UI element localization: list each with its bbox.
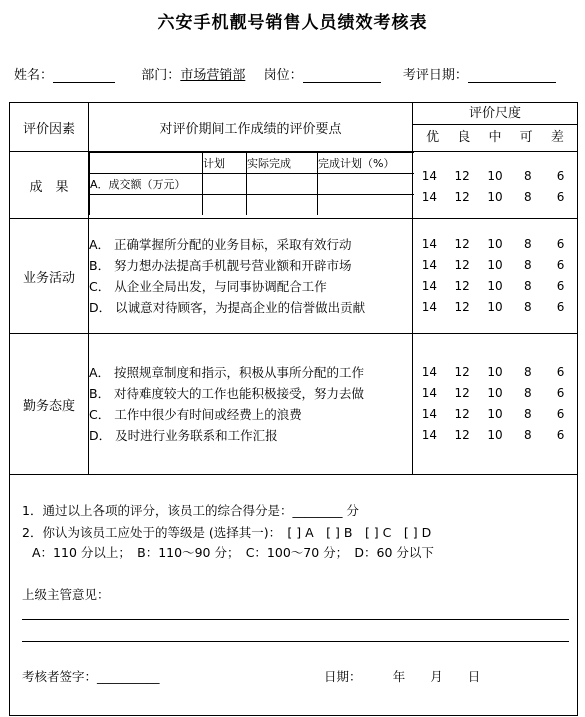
header-scale: 评价尺度 xyxy=(413,103,577,125)
score-value[interactable]: 12 xyxy=(454,407,470,421)
summary-section xyxy=(10,475,578,716)
factor-results: 成 果 xyxy=(10,152,89,219)
score-row xyxy=(413,425,577,446)
score-row xyxy=(413,404,577,425)
score-value[interactable]: 14 xyxy=(421,386,438,400)
score-value[interactable]: 10 xyxy=(487,386,503,400)
score-value[interactable]: 6 xyxy=(556,428,565,442)
position-label: 岗位： xyxy=(263,68,303,83)
score-value[interactable]: 10 xyxy=(487,237,503,251)
score-value[interactable]: 8 xyxy=(523,300,532,314)
opinion-line[interactable] xyxy=(22,641,569,642)
results-scores xyxy=(413,152,578,219)
score-value[interactable]: 12 xyxy=(454,190,470,204)
attitude-scores xyxy=(413,334,578,475)
score-value[interactable]: 10 xyxy=(487,258,503,272)
score-value[interactable]: 8 xyxy=(523,407,532,421)
score-row xyxy=(413,276,577,297)
score-value[interactable]: 12 xyxy=(454,428,470,442)
date-field[interactable] xyxy=(468,68,556,83)
criteria-item: D． 以诚意对待顾客，为提高企业的信誉做出贡献 xyxy=(89,300,366,315)
signer-field[interactable]: 考核者签字：__________ xyxy=(22,669,160,684)
grade-question: 2．你认为该员工应处于的等级是 (选择其一)： [ ] A [ ] B [ ] C [ ] D xyxy=(22,525,432,540)
score-row xyxy=(413,166,577,187)
score-value[interactable]: 6 xyxy=(556,365,565,379)
score-value[interactable]: 8 xyxy=(523,365,532,379)
page-title: 六安手机靓号销售人员绩效考核表 xyxy=(157,13,428,33)
score-value[interactable]: 14 xyxy=(421,279,438,293)
score-row xyxy=(413,297,577,318)
sign-date: 日期： 年 月 日 xyxy=(324,669,481,684)
score-value[interactable]: 8 xyxy=(523,237,532,251)
score-row xyxy=(413,187,577,208)
score-value[interactable]: 8 xyxy=(523,169,532,183)
score-value[interactable]: 6 xyxy=(556,237,565,251)
grade-good: 良 xyxy=(457,130,471,145)
position-field[interactable] xyxy=(303,68,381,83)
score-value[interactable]: 6 xyxy=(556,279,565,293)
score-value[interactable]: 6 xyxy=(556,190,565,204)
criteria-item: B． 努力想办法提高手机靓号营业额和开辟市场 xyxy=(89,258,352,273)
evaluation-table xyxy=(9,102,578,716)
sub-header-actual: 实际完成 xyxy=(247,153,318,174)
score-value[interactable]: 14 xyxy=(421,428,438,442)
percent-cell[interactable] xyxy=(318,174,414,195)
score-value[interactable]: 14 xyxy=(421,300,438,314)
results-subtable xyxy=(89,152,414,215)
criteria-item: B． 对待难度较大的工作也能积极接受，努力去做 xyxy=(89,386,365,401)
score-value[interactable]: 10 xyxy=(487,169,503,183)
score-value[interactable]: 14 xyxy=(421,258,438,272)
grade-fair: 可 xyxy=(519,130,533,145)
criteria-item: C． 从企业全局出发，与同事协调配合工作 xyxy=(89,279,327,294)
business-scores xyxy=(413,219,578,334)
grade-average: 中 xyxy=(488,130,502,145)
opinion-line[interactable] xyxy=(22,619,569,620)
dept-value: 市场营销部 xyxy=(180,68,246,83)
score-value[interactable]: 14 xyxy=(421,365,438,379)
factor-business: 业务活动 xyxy=(10,219,89,334)
score-value[interactable]: 12 xyxy=(454,300,470,314)
supervisor-opinion-label: 上级主管意见： xyxy=(22,587,110,602)
score-value[interactable]: 10 xyxy=(487,428,503,442)
header-points: 对评价期间工作成绩的评价要点 xyxy=(89,103,413,152)
sub-header-plan: 计划 xyxy=(203,153,247,174)
actual-cell[interactable] xyxy=(247,174,318,195)
grade-legend: A：110 分以上； B：110～90 分； C：100～70 分； D：60 分以下 xyxy=(32,545,434,560)
score-value[interactable]: 10 xyxy=(487,365,503,379)
name-field[interactable] xyxy=(53,68,115,83)
header-factor: 评价因素 xyxy=(10,103,89,152)
date-label: 考评日期： xyxy=(402,68,468,83)
score-value[interactable]: 6 xyxy=(556,258,565,272)
score-value[interactable]: 10 xyxy=(487,190,503,204)
criteria-item: A． 按照规章制度和指示，积极从事所分配的工作 xyxy=(89,365,365,380)
score-value[interactable]: 10 xyxy=(487,407,503,421)
score-value[interactable]: 12 xyxy=(454,386,470,400)
score-value[interactable]: 6 xyxy=(556,407,565,421)
grade-poor: 差 xyxy=(550,130,564,145)
score-value[interactable]: 6 xyxy=(556,386,565,400)
score-value[interactable]: 8 xyxy=(523,386,532,400)
score-value[interactable]: 8 xyxy=(523,428,532,442)
score-value[interactable]: 8 xyxy=(523,190,532,204)
criteria-item: C． 工作中很少有时间或经费上的浪费 xyxy=(89,407,302,422)
criteria-item: A． 正确掌握所分配的业务目标，采取有效行动 xyxy=(89,237,352,252)
business-criteria xyxy=(89,219,413,334)
score-value[interactable]: 14 xyxy=(421,190,438,204)
score-row xyxy=(413,362,577,383)
attitude-criteria xyxy=(89,334,413,475)
grade-labels xyxy=(413,125,577,151)
score-value[interactable]: 6 xyxy=(556,300,565,314)
score-value[interactable]: 12 xyxy=(454,365,470,379)
score-value[interactable]: 6 xyxy=(556,169,565,183)
score-row xyxy=(413,383,577,404)
score-value[interactable]: 10 xyxy=(487,279,503,293)
sub-header-percent: 完成计划（%） xyxy=(318,153,414,174)
total-score-question: 1．通过以上各项的评分，该员工的综合得分是：________ 分 xyxy=(22,503,359,518)
score-value[interactable]: 12 xyxy=(454,237,470,251)
plan-cell[interactable] xyxy=(203,174,247,195)
grade-excellent: 优 xyxy=(426,130,440,145)
score-row xyxy=(413,255,577,276)
score-value[interactable]: 14 xyxy=(421,237,438,251)
score-value[interactable]: 8 xyxy=(523,279,532,293)
score-value[interactable]: 14 xyxy=(421,169,438,183)
score-value[interactable]: 12 xyxy=(454,279,470,293)
score-value[interactable]: 8 xyxy=(523,258,532,272)
score-value[interactable]: 14 xyxy=(421,407,438,421)
results-item-sales: A．成交额（万元） xyxy=(90,174,203,195)
name-label: 姓名： xyxy=(14,68,54,83)
dept-label: 部门： xyxy=(141,68,181,83)
score-value[interactable]: 12 xyxy=(454,169,470,183)
factor-attitude: 勤务态度 xyxy=(10,334,89,475)
criteria-item: D． 及时进行业务联系和工作汇报 xyxy=(89,428,278,443)
score-value[interactable]: 12 xyxy=(454,258,470,272)
score-row xyxy=(413,234,577,255)
score-value[interactable]: 10 xyxy=(487,300,503,314)
employee-info-row xyxy=(14,64,556,83)
